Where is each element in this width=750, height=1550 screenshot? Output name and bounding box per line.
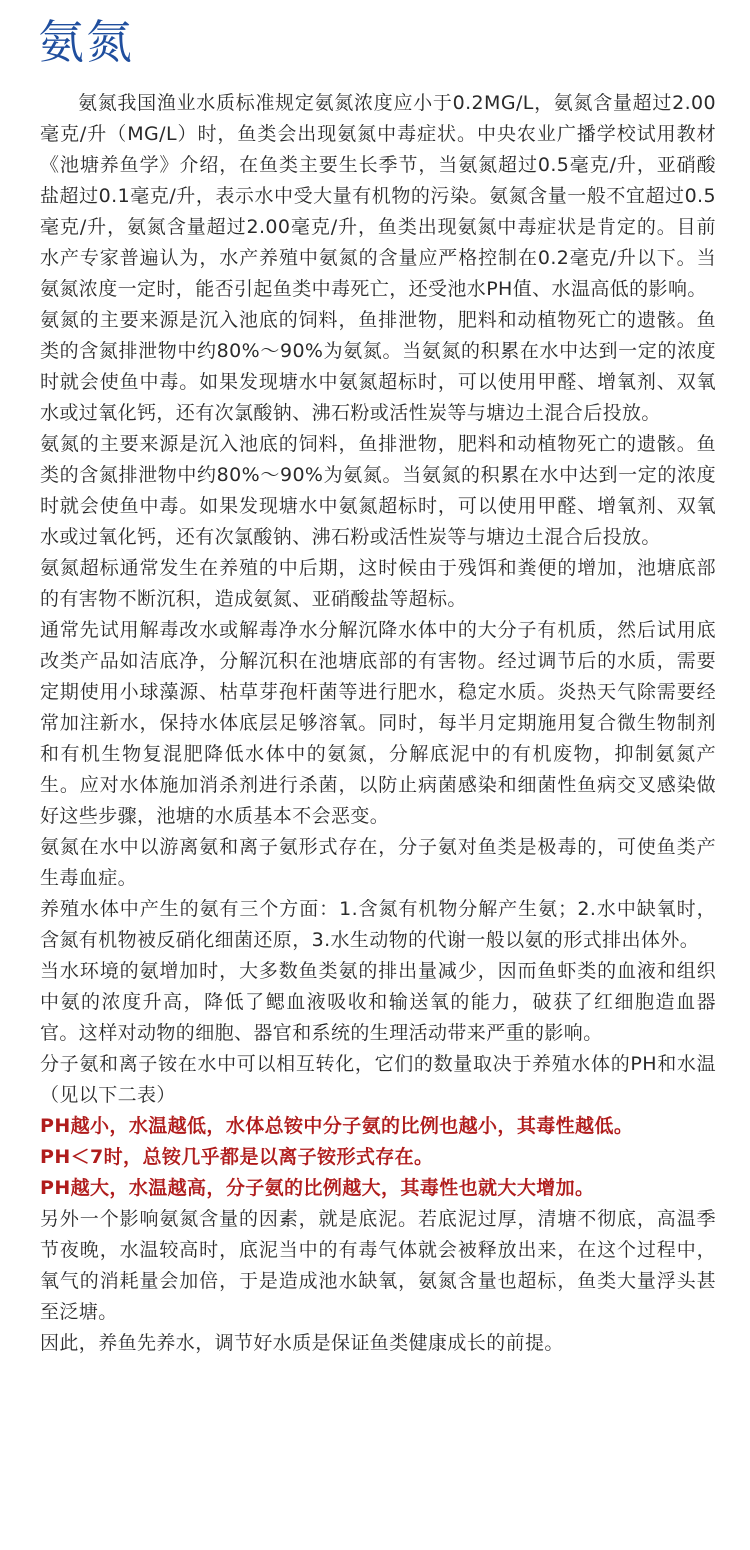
paragraph-effects: 当水环境的氨增加时，大多数鱼类氨的排出量减少，因而鱼虾类的血液和组织中氨的浓度升高，降低了鳃血液吸收和输送氧的能力，破获了红细胞造血器官。这样对动物的细胞、器官和系统的生理活动带来严重的影响。 bbox=[40, 960, 716, 1044]
paragraph-treatment: 通常先试用解毒改水或解毒净水分解沉降水体中的大分子有机质，然后试用底改类产品如洁底净，分解沉积在池塘底部的有害物。经过调节后的水质，需要定期使用小球藻源、枯草芽孢杆菌等进行肥水，稳定水质。炎热天气除需要经常加注新水，保持水体底层足够溶氧。同时，每半月定期施用复合微生物制剂和有机生物复混肥降低水体中的氨氮，分解底泥中的有机废物，抑制氨氮产生。应对水体施加消杀剂进行杀菌，以防止病菌感染和细菌性鱼病交叉感染做好这些步骤，池塘的水质基本不会恶变。 bbox=[40, 619, 716, 827]
paragraph-intro: 氨氮我国渔业水质标准规定氨氮浓度应小于0.2MG/L，氨氮含量超过2.00毫克/升（MG/L）时，鱼类会出现氨氮中毒症状。中央农业广播学校试用教材《池塘养鱼学》介绍，在鱼类主要生长季节，当氨氮超过0.5毫克/升，亚硝酸盐超过0.1毫克/升，表示水中受大量有机物的污染。氨氮含量一般不宜超过0.5毫克/升，氨氮含量超过2.00毫克/升，鱼类出现氨氮中毒症状是肯定的。目前水产专家普遍认为，水产养殖中氨氮的含量应严格控制在0.2毫克/升以下。当氨氮浓度一定时，能否引起鱼类中毒死亡，还受池水PH值、水温高低的影响。 bbox=[40, 92, 716, 300]
article-body bbox=[40, 88, 716, 1359]
paragraph-exceed-timing: 氨氮超标通常发生在养殖的中后期，这时候由于残饵和粪便的增加，池塘底部的有害物不断沉积，造成氨氮、亚硝酸盐等超标。 bbox=[40, 557, 716, 610]
paragraph-forms: 氨氮在水中以游离氨和离子氨形式存在，分子氨对鱼类是极毒的，可使鱼类产生毒血症。 bbox=[40, 836, 716, 889]
highlight-ph-below-7: PH＜7时，总铵几乎都是以离子铵形式存在。 bbox=[40, 1146, 434, 1168]
paragraph-sediment: 另外一个影响氨氮含量的因素，就是底泥。若底泥过厚，清塘不彻底，高温季节夜晚，水温较高时，底泥当中的有毒气体就会被释放出来，在这个过程中，氧气的消耗量会加倍，于是造成池水缺氧，氨氮含量也超标，鱼类大量浮头甚至泛塘。 bbox=[40, 1208, 716, 1323]
highlight-high-ph: PH越大，水温越高，分子氨的比例越大，其毒性也就大大增加。 bbox=[40, 1177, 595, 1199]
paragraph-sources: 氨氮的主要来源是沉入池底的饲料，鱼排泄物，肥料和动植物死亡的遗骸。鱼类的含氮排泄物中约80%～90%为氨氮。当氨氮的积累在水中达到一定的浓度时就会使鱼中毒。如果发现塘水中氨氮超标时，可以使用甲醛、增氧剂、双氧水或过氧化钙，还有次氯酸钠、沸石粉或活性炭等与塘边土混合后投放。 bbox=[40, 309, 716, 424]
highlight-low-ph: PH越小，水温越低，水体总铵中分子氨的比例也越小，其毒性越低。 bbox=[40, 1115, 634, 1137]
paragraph-conclusion: 因此，养鱼先养水，调节好水质是保证鱼类健康成长的前提。 bbox=[40, 1332, 564, 1354]
page-title: 氨氮 bbox=[38, 15, 134, 69]
paragraph-conversion: 分子氨和离子铵在水中可以相互转化，它们的数量取决于养殖水体的PH和水温（见以下二表） bbox=[40, 1053, 716, 1106]
paragraph-sources-repeat: 氨氮的主要来源是沉入池底的饲料，鱼排泄物，肥料和动植物死亡的遗骸。鱼类的含氮排泄物中约80%～90%为氨氮。当氨氮的积累在水中达到一定的浓度时就会使鱼中毒。如果发现塘水中氨氮超标时，可以使用甲醛、增氧剂、双氧水或过氧化钙，还有次氯酸钠、沸石粉或活性炭等与塘边土混合后投放。 bbox=[40, 433, 716, 548]
paragraph-ammonia-origins: 养殖水体中产生的氨有三个方面：1.含氮有机物分解产生氨；2.水中缺氧时，含氮有机物被反硝化细菌还原，3.水生动物的代谢一般以氨的形式排出体外。 bbox=[40, 898, 716, 951]
